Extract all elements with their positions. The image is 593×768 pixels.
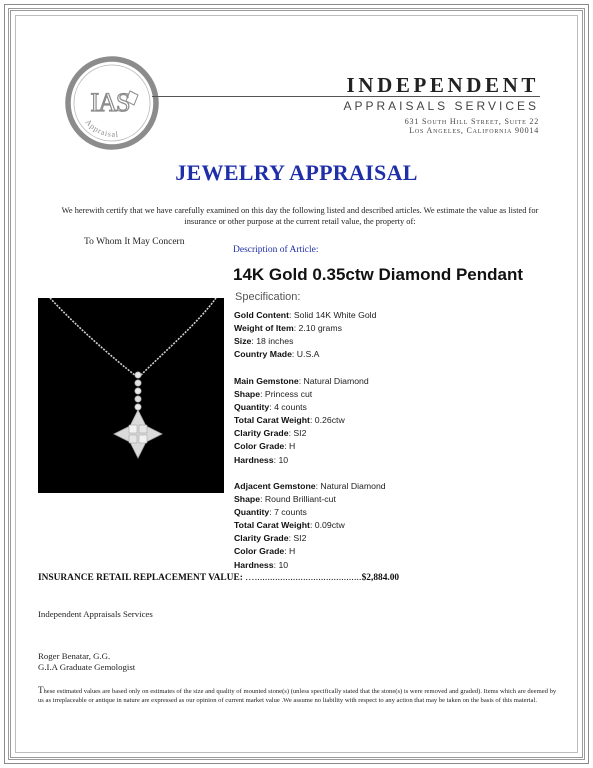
spec-row: Quantity: 4 counts	[234, 402, 307, 413]
company-name: INDEPENDENT	[346, 73, 539, 97]
spec-row: Shape: Princess cut	[234, 389, 313, 400]
spec-row: Total Carat Weight: 0.09ctw	[234, 520, 345, 531]
address-line-2: Los Angeles, California 90014	[409, 126, 539, 135]
description-label: Description of Article:	[233, 245, 319, 255]
logo-ring-text: Appraisal	[83, 117, 120, 139]
item-title: 14K Gold 0.35ctw Diamond Pendant	[233, 265, 524, 284]
spec-row: Shape: Round Brilliant-cut	[234, 494, 336, 505]
ias-logo-icon	[64, 55, 160, 151]
spec-row: Hardness: 10	[234, 559, 289, 570]
disclaimer-text: hese estimated values are based only on estimates of the size and quality of mounted stone(s) (unless specifically stated that the stone(s) is were removed and graded). Items which are deemed by us as irreplaceable or antique in nature are expressed as our opinion of current market value .We assume no liability with respect to any action that may be taken on the basis of this material.	[38, 688, 557, 704]
spec-row: Total Carat Weight: 0.26ctw	[234, 415, 345, 426]
spec-row: Clarity Grade: SI2	[234, 428, 307, 439]
address-line-1: 631 South Hill Street, Suite 22	[404, 117, 539, 126]
logo-letters: IAS	[90, 88, 130, 117]
product-photo	[38, 298, 224, 493]
leader-dots: …..........................................	[245, 573, 362, 583]
main-gemstone-spec-group	[234, 375, 369, 467]
spec-row: Clarity Grade: SI2	[234, 533, 307, 544]
recipient: To Whom It May Concern	[84, 237, 185, 247]
spec-row: Adjacent Gemstone: Natural Diamond	[234, 481, 386, 491]
footer-company: Independent Appraisals Services	[38, 609, 153, 619]
spec-row: Color Grade: H	[234, 441, 296, 452]
spec-row: Quantity: 7 counts	[234, 507, 307, 518]
spec-row: Main Gemstone: Natural Diamond	[234, 376, 369, 386]
insurance-value-amount: $2,884.00	[361, 573, 400, 583]
diamond-pendant-photo-icon	[38, 298, 224, 493]
spec-row: Color Grade: H	[234, 546, 296, 557]
spec-row: Gold Content: Solid 14K White Gold	[234, 310, 377, 320]
gold-spec-group	[234, 309, 376, 361]
spec-row: Hardness: 10	[234, 454, 289, 465]
signer-name: Roger Benatar, G.G.	[38, 651, 111, 661]
certification-text: We herewith certify that we have carefully examined on this day the following listed and described articles. We estimate the value as listed for insurance or other purpose at the current retail value, the property of:	[61, 206, 539, 226]
adjacent-gemstone-spec-group	[234, 480, 386, 572]
document-title: JEWELRY APPRAISAL	[175, 160, 418, 185]
spec-row: Country Made: U.S.A	[234, 349, 320, 360]
disclaimer-drop-cap: T	[38, 685, 44, 695]
spec-row: Weight of Item: 2.10 grams	[234, 323, 342, 334]
signer-title: G.I.A Graduate Gemologist	[38, 662, 136, 672]
disclaimer	[38, 686, 558, 706]
company-subtitle: APPRAISALS SERVICES	[343, 99, 539, 113]
insurance-value-label: INSURANCE RETAIL REPLACEMENT VALUE:	[38, 573, 243, 583]
specification-label: Specification:	[235, 291, 301, 303]
insurance-value-line	[38, 573, 399, 583]
spec-row: Size: 18 inches	[234, 336, 294, 347]
header-rule	[152, 96, 540, 97]
